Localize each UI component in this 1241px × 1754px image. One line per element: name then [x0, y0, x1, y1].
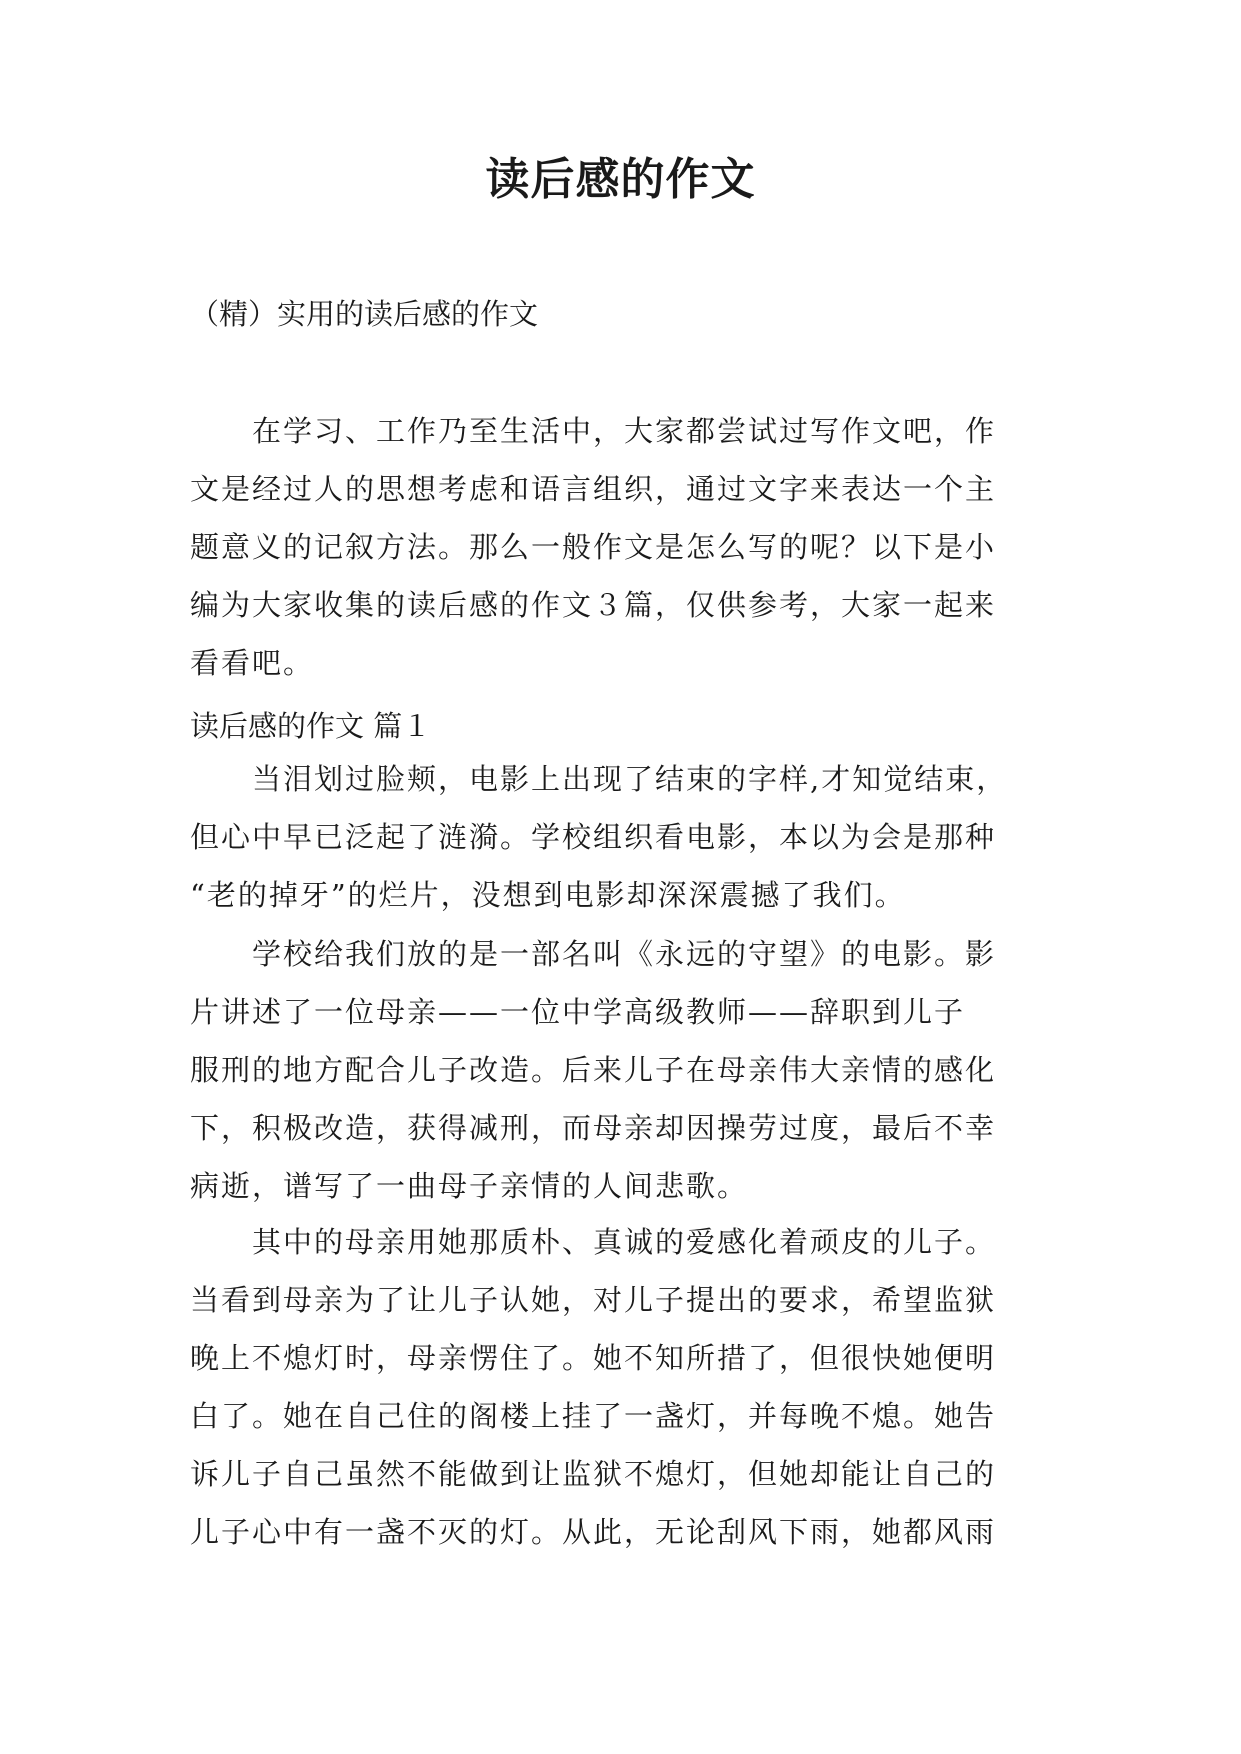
paragraph-line: 儿子心中有一盏不灭的灯。从此，无论刮风下雨，她都风雨: [190, 1515, 997, 1549]
document-title: 读后感的作文: [485, 154, 756, 205]
paragraph-1: [190, 750, 1050, 924]
section-heading: 读后感的作文 篇１: [190, 709, 432, 743]
paragraph-line: 晚上不熄灯时，母亲愣住了。她不知所措了，但很快她便明: [190, 1341, 997, 1375]
paragraph-2: [190, 925, 1050, 1215]
intro-paragraph: [190, 402, 1050, 692]
intro-line: 在学习、工作乃至生活中，大家都尝试过写作文吧，作: [252, 414, 997, 448]
paragraph-line: 病逝，谱写了一曲母子亲情的人间悲歌。: [190, 1169, 749, 1203]
intro-line: 看看吧。: [190, 646, 315, 680]
paragraph-line: 诉儿子自己虽然不能做到让监狱不熄灯，但她却能让自己的: [190, 1457, 997, 1491]
paragraph-3: [190, 1213, 1050, 1561]
paragraph-line: 服刑的地方配合儿子改造。后来儿子在母亲伟大亲情的感化: [190, 1053, 997, 1087]
paragraph-line: 下，积极改造，获得减刑，而母亲却因操劳过度，最后不幸: [190, 1111, 997, 1145]
paragraph-line: 片讲述了一位母亲——一位中学高级教师——辞职到儿子: [190, 995, 966, 1029]
paragraph-line: 其中的母亲用她那质朴、真诚的爱感化着顽皮的儿子。: [252, 1225, 997, 1259]
intro-line: 文是经过人的思想考虑和语言组织，通过文字来表达一个主: [190, 472, 997, 506]
paragraph-line: 白了。她在自己住的阁楼上挂了一盏灯，并每晚不熄。她告: [190, 1399, 997, 1433]
paragraph-line: 学校给我们放的是一部名叫《永远的守望》的电影。影: [252, 937, 997, 971]
paragraph-line: 当泪划过脸颊，电影上出现了结束的字样,才知觉结束，: [252, 762, 1008, 796]
document-subtitle: （精）实用的读后感的作文: [190, 297, 539, 331]
paragraph-line: 当看到母亲为了让儿子认她，对儿子提出的要求，希望监狱: [190, 1283, 997, 1317]
paragraph-line: 但心中早已泛起了涟漪。学校组织看电影，本以为会是那种: [190, 820, 997, 854]
paragraph-line: “老的掉牙”的烂片，没想到电影却深深震撼了我们。: [190, 878, 906, 912]
intro-line: 编为大家收集的读后感的作文３篇，仅供参考，大家一起来: [190, 588, 997, 622]
intro-line: 题意义的记叙方法。那么一般作文是怎么写的呢？以下是小: [190, 530, 997, 564]
